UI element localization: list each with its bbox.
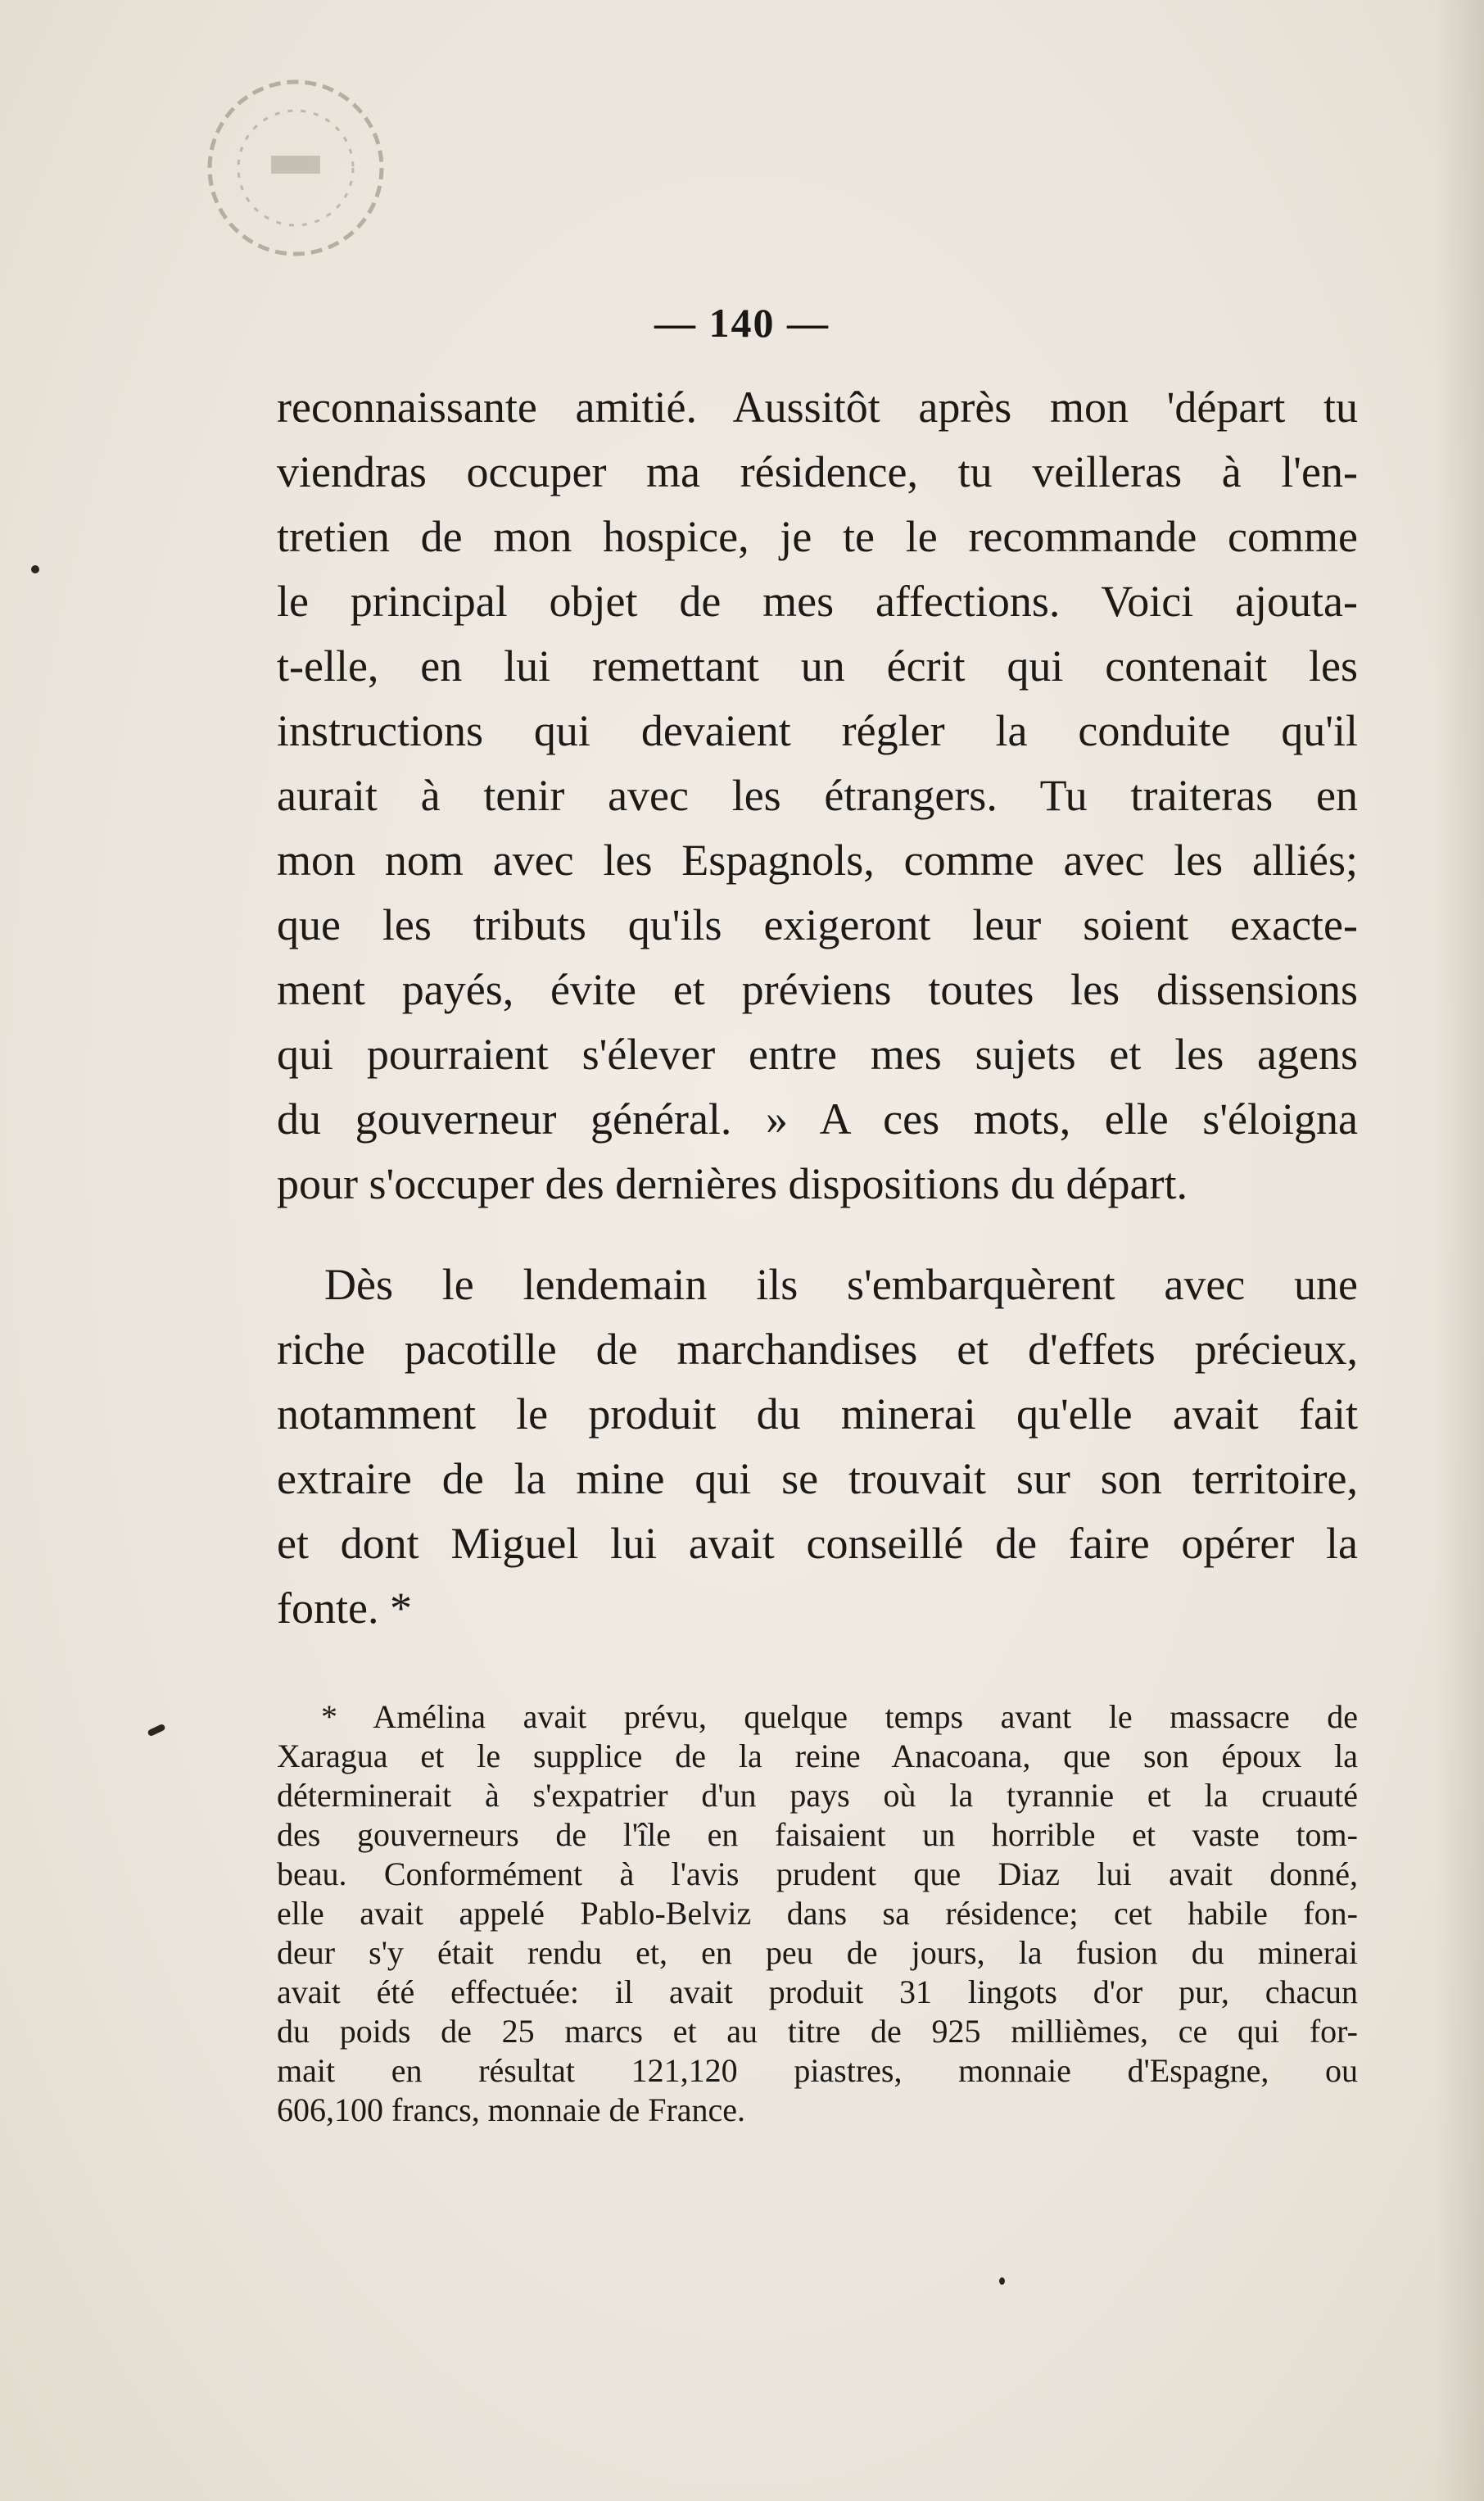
text-line: que les tributs qu'ils exigeront leur soient exacte- — [277, 900, 1358, 949]
text-line: tretien de mon hospice, je te le recommande comme — [277, 512, 1358, 561]
text-line: notamment le produit du minerai qu'elle avait fait — [277, 1389, 1358, 1439]
text-line: extraire de la mine qui se trouvait sur son territoire, — [277, 1454, 1358, 1503]
library-stamp-icon — [193, 66, 398, 270]
footnote-line: elle avait appelé Pablo-Belviz dans sa résidence; cet habile fon- — [277, 1895, 1358, 1932]
paragraph-gap — [277, 1217, 1358, 1253]
footnote-line: 606,100 francs, monnaie de France. — [277, 2091, 746, 2128]
footnote-line: Xaragua et le supplice de la reine Anacoana, que son époux la — [277, 1738, 1358, 1774]
text-line: viendras occuper ma résidence, tu veilleras à l'en- — [277, 447, 1358, 496]
footnote-line: deur s'y était rendu et, en peu de jours, la fusion du minerai — [277, 1934, 1358, 1971]
text-line: du gouverneur général. » A ces mots, elle s'éloigna — [277, 1094, 1358, 1144]
main-text — [277, 375, 1358, 1641]
footnote-line: avait été effectuée: il avait produit 31 lingots d'or pur, chacun — [277, 1973, 1358, 2010]
footnote-line: déterminerait à s'expatrier d'un pays où la tyrannie et la cruauté — [277, 1777, 1358, 1814]
text-line: riche pacotille de marchandises et d'effets précieux, — [277, 1325, 1358, 1374]
text-line: fonte. * — [277, 1584, 412, 1633]
footnote-line: des gouverneurs de l'île en faisaient un horrible et vaste tom- — [277, 1816, 1358, 1853]
footnote-line: beau. Conformément à l'avis prudent que Diaz lui avait donné, — [277, 1855, 1358, 1892]
footnote-line: mait en résultat 121,120 piastres, monnaie d'Espagne, ou — [277, 2052, 1358, 2089]
text-line: ment payés, évite et préviens toutes les dissensions — [277, 965, 1358, 1014]
text-line: reconnaissante amitié. Aussitôt après mon 'départ tu — [277, 383, 1358, 432]
page-edge-shadow — [1435, 0, 1484, 2501]
text-line: mon nom avec les Espagnols, comme avec les alliés; — [277, 836, 1358, 885]
text-line: pour s'occuper des dernières dispositions du départ. — [277, 1159, 1188, 1208]
text-line: aurait à tenir avec les étrangers. Tu traiteras en — [277, 771, 1358, 820]
page-number: — 140 — — [654, 300, 830, 346]
ink-speck — [999, 2277, 1005, 2285]
text-line: t-elle, en lui remettant un écrit qui contenait les — [277, 641, 1358, 691]
text-line: qui pourraient s'élever entre mes sujets et les agens — [277, 1030, 1358, 1079]
ink-speck — [147, 1724, 165, 1738]
text-line: le principal objet de mes affections. Voici ajouta- — [277, 577, 1358, 626]
text-line: instructions qui devaient régler la conduite qu'il — [277, 706, 1358, 755]
text-line: Dès le lendemain ils s'embarquèrent avec une — [324, 1260, 1358, 1309]
footnote-line: * Amélina avait prévu, quelque temps avant le massacre de — [321, 1698, 1358, 1735]
text-line: et dont Miguel lui avait conseillé de faire opérer la — [277, 1519, 1358, 1568]
footnote-line: du poids de 25 marcs et au titre de 925 millièmes, ce qui for- — [277, 2013, 1358, 2050]
footnote — [277, 1697, 1358, 2130]
ink-speck — [31, 565, 39, 573]
